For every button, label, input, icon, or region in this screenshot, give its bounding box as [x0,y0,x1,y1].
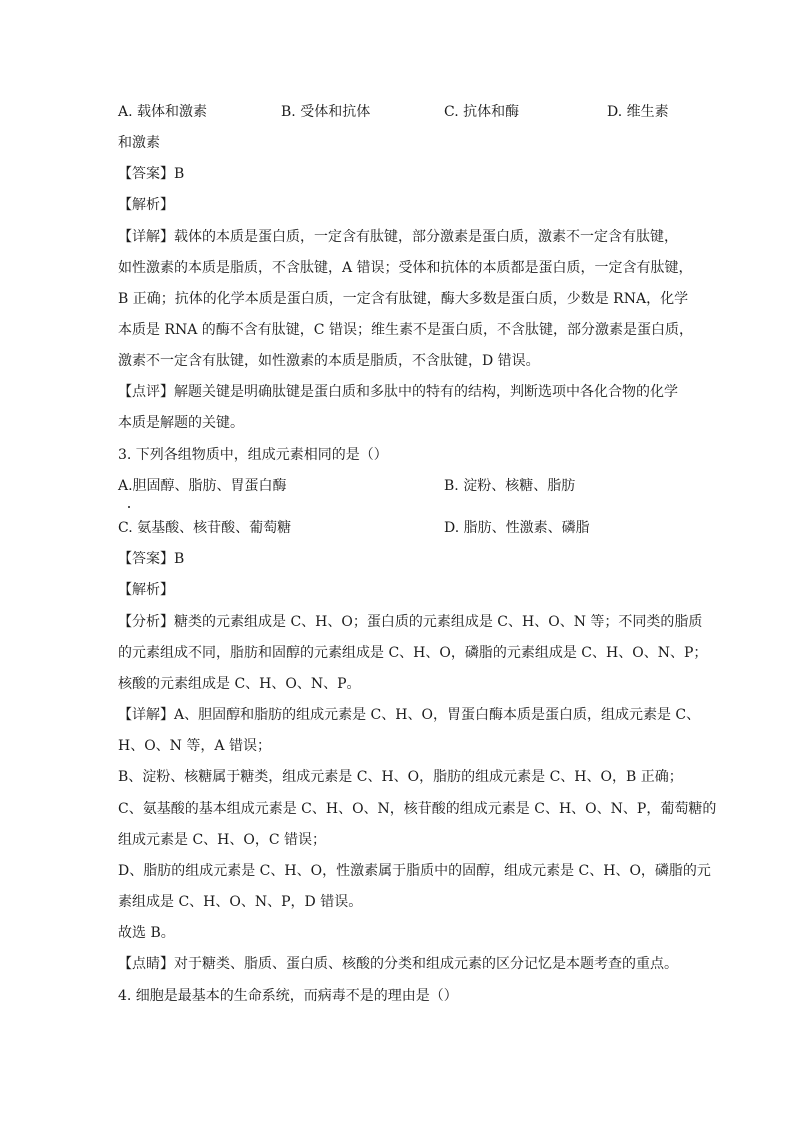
q3-analysis-line: 核酸的元素组成是 C、H、O、N、P。 [118,676,361,692]
q2-detail-line: 【详解】载体的本质是蛋白质，一定含有肽键，部分激素是蛋白质，激素不一定含有肽键， [118,229,678,245]
q3-detail-line: C、氨基酸的基本组成元素是 C、H、O、N，核苷酸的组成元素是 C、H、O、N、P，葡萄糖的 [118,801,717,817]
q3-analysis-line: 【分析】糖类的元素组成是 C、H、O；蛋白质的元素组成是 C、H、O、N 等；不同类的脂质 [118,614,703,630]
q3-option-d: D. 脂肪、性激素、磷脂 [444,520,590,536]
q3-detail-line: B、淀粉、核糖属于糖类，组成元素是 C、H、O，脂肪的组成元素是 C、H、O，B 正确； [118,769,683,785]
q3-detail-line: D、脂肪的组成元素是 C、H、O，性激素属于脂质中的固醇，组成元素是 C、H、O，磷脂的元 [118,863,711,879]
q4-stem: 4. 细胞是最基本的生命系统，而病毒不是的理由是（） [118,988,458,1004]
q2-option-c: C. 抗体和酶 [444,104,520,120]
q3-conclusion: 故选 B。 [118,925,175,941]
q3-answer: 【答案】B [118,551,185,567]
q3-comment: 【点睛】对于糖类、脂质、蛋白质、核酸的分类和组成元素的区分记忆是本题考查的重点。 [118,956,678,972]
q2-comment-line: 本质是解题的关键。 [118,415,244,431]
q2-option-b: B. 受体和抗体 [281,104,371,120]
q2-detail-line: B 正确；抗体的化学本质是蛋白质，一定含有肽键，酶大多数是蛋白质，少数是 RNA，化学 [118,291,689,307]
q3-detail-line: 【详解】A、胆固醇和脂肪的组成元素是 C、H、O，胃蛋白酶本质是蛋白质，组成元素是 C、 [118,707,701,723]
q2-option-d-continued: 和激素 [118,135,160,151]
stray-dot [128,506,130,508]
q2-answer: 【答案】B [118,166,185,182]
q3-analysis-line: 的元素组成不同，脂肪和固醇的元素组成是 C、H、O，磷脂的元素组成是 C、H、O、N、P； [118,645,708,661]
q2-analysis-heading: 【解析】 [118,197,174,213]
q2-detail-line: 激素不一定含有肽键，如性激素的本质是脂质，不含肽键，D 错误。 [118,353,540,369]
q3-stem: 3. 下列各组物质中，组成元素相同的是（） [118,447,388,463]
q3-detail-line: 素组成是 C、H、O、N、P，D 错误。 [118,894,363,910]
q3-option-a: A.胆固醇、脂肪、胃蛋白酶 [118,478,287,494]
q3-option-b: B. 淀粉、核糖、脂肪 [444,478,576,494]
q3-detail-line: 组成元素是 C、H、O，C 错误； [118,832,327,848]
q2-detail-line: 本质是 RNA 的酶不含有肽键，C 错误；维生素不是蛋白质，不含肽键，部分激素是蛋白质， [118,322,693,338]
q2-option-d: D. 维生素 [607,104,669,120]
q3-analysis-heading: 【解析】 [118,582,174,598]
q2-detail-line: 如性激素的本质是脂质，不含肽键，A 错误；受体和抗体的本质都是蛋白质，一定含有肽键， [118,260,693,276]
q2-option-a: A. 载体和激素 [118,104,208,120]
q3-option-c: C. 氨基酸、核苷酸、葡萄糖 [118,520,292,536]
q2-comment-line: 【点评】解题关键是明确肽键是蛋白质和多肽中的特有的结构，判断选项中各化合物的化学 [118,384,678,400]
q3-detail-line: H、O、N 等，A 错误； [118,738,271,754]
